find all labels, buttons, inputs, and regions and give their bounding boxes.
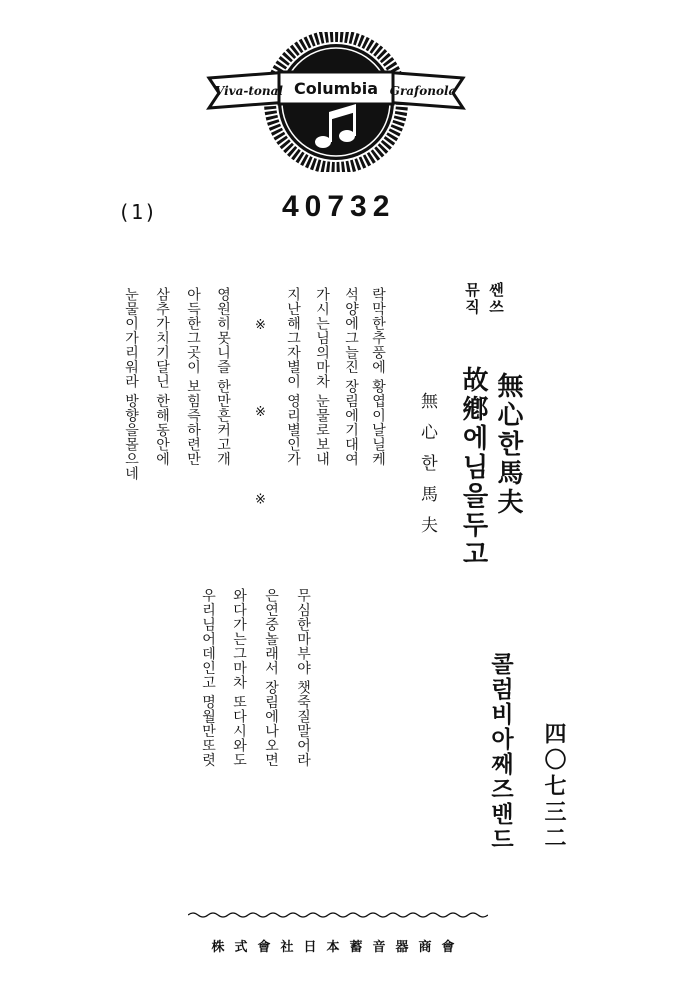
columbia-emblem-icon [205,32,467,172]
verse2-line3: 삼추가치기달닌 한해동안에 [154,287,170,466]
song-title-line2: 故鄕에님을두고 [458,366,488,569]
verse1-line1: 락막한추풍에 황엽이날닐케 [370,287,386,466]
logo-brand: Columbia [293,79,379,98]
genre-label-1: 쌘쓰 [487,282,505,316]
verse1-line4: 지난해그자별이 영리별인가 [285,287,301,466]
side-number: (1) [118,200,158,224]
verse2-line4: 눈물이가리워라 방향을몰으네 [123,287,139,481]
song-title-small: 無心한馬夫 [417,392,437,547]
verse2-line1: 영원히못니즐 한만흔커고개 [215,287,231,466]
verse-separator: ※ ※ ※ [253,318,268,542]
verse3-line4: 우리님어데인고 명월만또렷 [200,588,216,767]
genre-label-2: 뮤직 [463,282,481,316]
catalog-number-kanji: 四〇七三二 [541,722,567,852]
publisher-name: 株式會社日本蓄音器商會 [211,940,465,955]
logo-left-ribbon: Viva-tonal [215,84,283,98]
columbia-logo [205,32,467,172]
verse3-line1: 무심한마부야 챗죽질말어라 [295,588,311,767]
verse2-line2: 아득한그곳이 보힘즉하련만 [185,287,201,466]
verse1-line2: 석양에그늘진 장림에기대여 [343,287,359,466]
footer-divider [188,910,488,920]
song-title-line1: 無心한馬夫 [493,372,523,517]
verse3-line2: 은연중놀래서 장림에나오면 [263,588,279,767]
verse3-line3: 와다가는그마차 또다시와도 [231,588,247,767]
verse1-line3: 가시는님의마차 눈물로보내 [314,287,330,466]
artist-name: 콜럼비아째즈밴드 [487,652,513,852]
logo-right-ribbon: Grafonola [389,84,457,98]
catalog-number: 40732 [282,190,396,223]
